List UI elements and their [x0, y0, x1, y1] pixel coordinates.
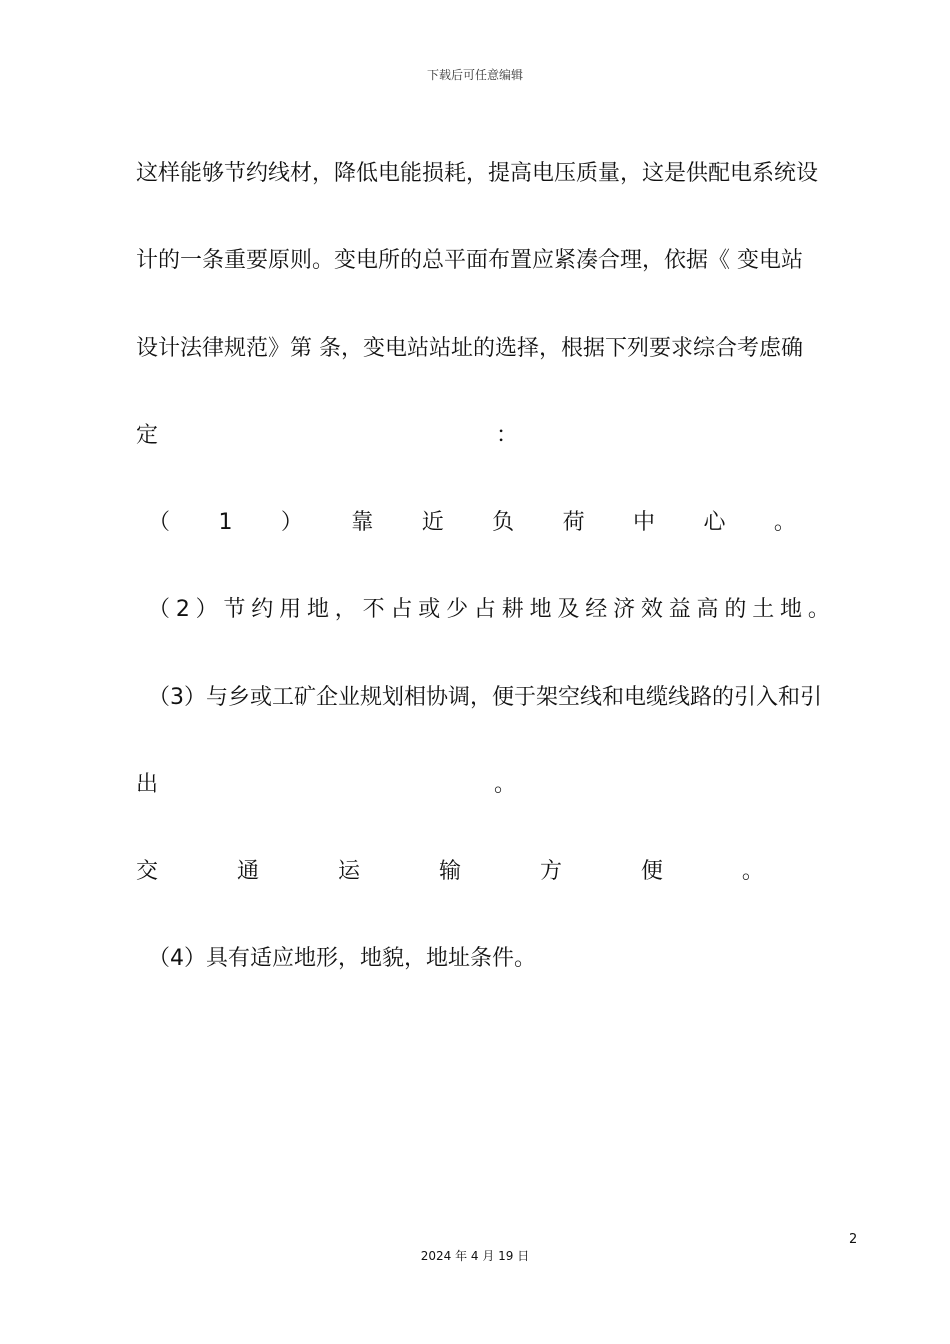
list-item-2-char: 的 — [724, 597, 747, 622]
list-item-2-char: 地 — [529, 597, 552, 622]
list-item-2-char: 土 — [752, 597, 775, 622]
page-number: 2 — [849, 1232, 858, 1247]
list-item-2-char: 少 — [446, 597, 469, 622]
list-item-1-char: 负 — [492, 510, 515, 535]
list-item-1 — [148, 508, 796, 538]
list-item-1-char: 。 — [773, 510, 796, 535]
list-item-2-char: 经 — [585, 597, 608, 622]
list-item-2-char: （ — [148, 597, 171, 622]
paragraph-line-3: 设计法律规范》第 条，变电站站址的选择，根据下列要求综合考虑确 — [136, 336, 803, 361]
list-item-1-char: 靠 — [351, 510, 374, 535]
list-item-2-char: 占 — [390, 597, 413, 622]
list-item-2-char: 占 — [473, 597, 496, 622]
list-item-1-char: ） — [280, 510, 303, 535]
list-item-2-char: 济 — [613, 597, 636, 622]
list-item-1-char: 近 — [421, 510, 444, 535]
list-item-2-char: 节 — [223, 597, 246, 622]
traffic-char: 交 — [136, 859, 159, 884]
traffic-line — [136, 857, 764, 887]
list-item-2-char: ， — [334, 597, 357, 622]
list-item-2-char: 耕 — [501, 597, 524, 622]
paragraph-line-1: 这样能够节约线材，降低电能损耗，提高电压质量，这是供配电系统设 — [136, 161, 819, 186]
page-footer-date: 2024 年 4 月 19 日 — [420, 1249, 530, 1263]
traffic-char: 方 — [539, 859, 562, 884]
list-item-3-period: 。 — [494, 772, 517, 797]
list-item-1-char: （ — [148, 510, 171, 535]
list-item-2-char: 不 — [362, 597, 385, 622]
list-item-2-char: ） — [195, 597, 218, 622]
paragraph-line-4-colon: ： — [496, 423, 519, 448]
list-item-1-char: 1 — [218, 510, 233, 535]
list-item-3-continuation: 出 — [136, 772, 159, 797]
traffic-char: 输 — [438, 859, 461, 884]
traffic-char: 便 — [640, 859, 663, 884]
list-item-4: （4）具有适应地形，地貌，地址条件。 — [148, 946, 536, 971]
list-item-2-char: 或 — [418, 597, 441, 622]
list-item-1-char: 心 — [703, 510, 726, 535]
list-item-2-char: 效 — [640, 597, 663, 622]
list-item-2-char: 。 — [807, 597, 830, 622]
list-item-2-char: 高 — [696, 597, 719, 622]
list-item-2 — [148, 595, 830, 625]
list-item-2-char: 及 — [557, 597, 580, 622]
list-item-2-char: 益 — [668, 597, 691, 622]
paragraph-line-2: 计的一条重要原则。变电所的总平面布置应紧凑合理，依据《 变电站 — [136, 248, 803, 273]
list-item-2-char: 约 — [251, 597, 274, 622]
traffic-char: 运 — [337, 859, 360, 884]
paragraph-line-4: 定 — [136, 423, 159, 448]
traffic-char: 。 — [741, 859, 764, 884]
list-item-3: （3）与乡或工矿企业规划相协调，便于架空线和电缆线路的引入和引 — [148, 685, 822, 710]
list-item-1-char: 荷 — [562, 510, 585, 535]
list-item-2-char: 用 — [279, 597, 302, 622]
list-item-2-char: 地 — [780, 597, 803, 622]
list-item-2-char: 2 — [175, 597, 190, 622]
list-item-1-char: 中 — [633, 510, 656, 535]
traffic-char: 通 — [236, 859, 259, 884]
list-item-2-char: 地 — [306, 597, 329, 622]
page-header: 下载后可任意编辑 — [426, 68, 523, 82]
